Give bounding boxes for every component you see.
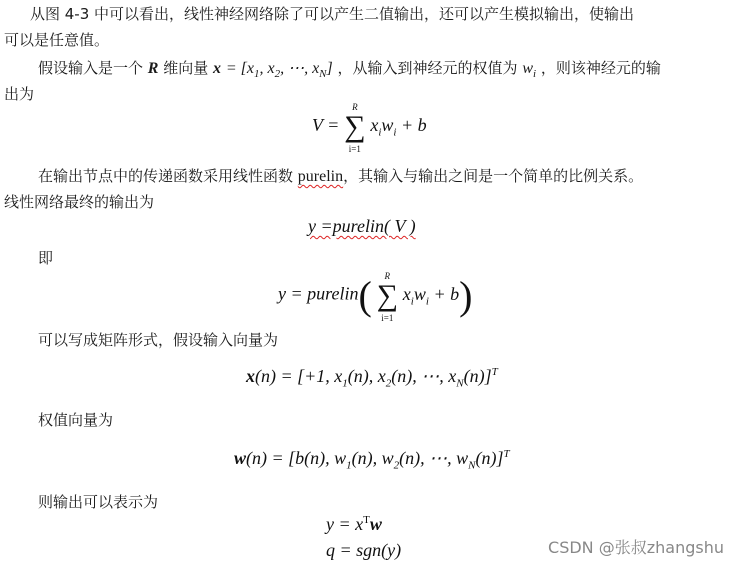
equation-5: w(n) = [b(n), $w_1(n)$, $w_2(n)$, ⋯, $w_N(n)]^T$ [234, 448, 510, 472]
equation-1: V = R ∑ i=1 $x_iw_i + b$ [312, 102, 427, 154]
paragraph-1-line-2: 可以是任意值。 [4, 31, 110, 49]
equation-2: y =purelin( V ) [308, 216, 416, 236]
paragraph-5: 可以写成矩阵形式，假设输入向量为 [38, 331, 279, 349]
paragraph-2-line-1 [38, 58, 661, 84]
equation-7: q = sgn(y) [326, 540, 402, 560]
text: 维向量 [163, 59, 209, 77]
summation-symbol-2: R ∑ i=1 [376, 270, 398, 323]
paragraph-2-line-2: 出为 [4, 85, 35, 103]
paragraph-4: 即 [38, 249, 54, 267]
var-w: $w_i$ [522, 60, 537, 81]
var-R: R [147, 60, 159, 77]
text: ，从输入到神经元的权值为 [337, 59, 518, 77]
paragraph-1-line-1: 从图 4-3 中可以看出，线性神经网络除了可以产生二值输出，还可以产生模拟输出，使输出 [30, 5, 635, 23]
text: 假设输入是一个 [38, 59, 144, 77]
equation-6: $y = x^Tw$ [326, 514, 382, 534]
paragraph-3-line-2: 线性网络最终的输出为 [4, 193, 155, 211]
paragraph-6: 权值向量为 [38, 411, 114, 429]
var-x: x [213, 60, 222, 77]
purelin-term: purelin [297, 168, 344, 185]
text: ，其输入与输出之间是一个简单的比例关系。 [343, 167, 644, 185]
summation-symbol: R ∑ i=1 [344, 102, 366, 154]
vector-x-def: = [$x_1$, $x_2$, ⋯, $x_N$] [225, 60, 333, 81]
text: 在输出节点中的传递函数采用线性函数 [38, 167, 294, 185]
text: ，则该神经元的输 [540, 59, 661, 77]
equation-3: y = purelin( R ∑ i=1 $x_iw_i + b$) [278, 270, 473, 323]
paragraph-7: 则输出可以表示为 [38, 493, 159, 511]
paragraph-3-line-1 [38, 166, 643, 187]
equation-4: x(n) = [+1, $x_1(n)$, $x_2(n)$, ⋯, $x_N(n)]^T$ [246, 366, 498, 390]
watermark: CSDN @张叔zhangshu [548, 538, 724, 557]
